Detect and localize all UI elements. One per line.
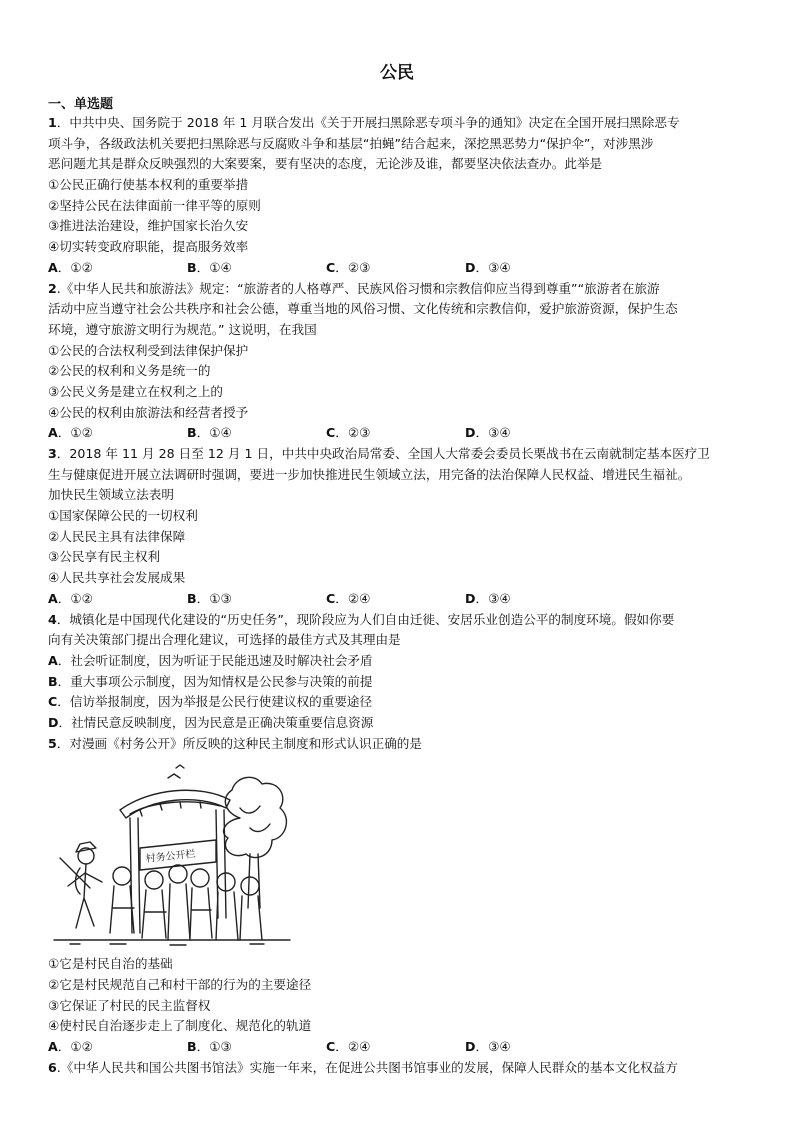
statement: ③公民义务是建立在权利之上的 bbox=[48, 383, 224, 399]
question-stem-line: 加快民生领域立法表明 bbox=[48, 487, 174, 503]
answer-choice-d[interactable]: D．社情民意反映制度，因为民意是正确决策重要信息资源 bbox=[48, 714, 374, 730]
answer-option-c[interactable]: C．②④ bbox=[326, 1039, 371, 1055]
question-6 bbox=[48, 1058, 748, 1079]
answer-option-a[interactable]: A．①② bbox=[48, 425, 93, 441]
answer-option-a[interactable]: A．①② bbox=[48, 259, 93, 275]
question-number: 1 bbox=[48, 115, 57, 130]
statement: ③公民享有民主权利 bbox=[48, 549, 161, 565]
answer-options bbox=[48, 423, 748, 444]
question-stem-line: 1．中共中央、国务院于 2018 年 1 月联合发出《关于开展扫黑除恶专项斗争的通知》决定在全国开展扫黑除恶专 bbox=[48, 115, 680, 130]
answer-option-b[interactable]: B．①④ bbox=[187, 259, 232, 275]
answer-options bbox=[48, 589, 748, 610]
page-title: 公民 bbox=[380, 63, 414, 83]
question-number: 6 bbox=[48, 1059, 57, 1075]
cartoon-sign-text: 村务公开栏 bbox=[145, 849, 197, 866]
answer-option-c[interactable]: C．②④ bbox=[326, 590, 371, 606]
statement: ①国家保障公民的一切权利 bbox=[48, 508, 198, 524]
statement: ③它保证了村民的民主监督权 bbox=[48, 997, 211, 1013]
question-1 bbox=[48, 113, 748, 279]
question-stem-line: 生与健康促进开展立法调研时强调，要进一步加快推进民生领域立法，用完备的法治保障人民权益、增进民生福祉。 bbox=[48, 466, 691, 482]
question-number: 5 bbox=[48, 735, 57, 751]
statement: ②它是村民规范自己和村干部的行为的主要途径 bbox=[48, 977, 312, 992]
cartoon-illustration bbox=[50, 758, 300, 950]
statement: ③推进法治建设，维护国家长治久安 bbox=[48, 218, 249, 234]
answer-option-d[interactable]: D．③④ bbox=[465, 1039, 511, 1055]
question-stem-line: 2.《中华人民共和旅游法》规定：“旅游者的人格尊严、民族风俗习惯和宗教信仰应当得到尊重”“旅游者在旅游 bbox=[48, 280, 660, 296]
question-stem-line: 3．2018 年 11 月 28 日至 12 月 1 日，中共中央政治局常委、全国人大常委会委员长栗战书在云南就制定基本医疗卫 bbox=[48, 446, 710, 461]
answer-option-b[interactable]: B．①③ bbox=[187, 590, 232, 606]
statement: ②人民民主具有法律保障 bbox=[48, 528, 186, 544]
question-stem-line: 向有关决策部门提出合理化建议，可选择的最佳方式及其理由是 bbox=[48, 632, 401, 648]
question-list bbox=[48, 113, 748, 1078]
question-stem-line: 恶问题尤其是群众反映强烈的大案要案，要有坚决的态度，无论涉及谁，都要坚决依法查办。此举是 bbox=[48, 156, 603, 172]
question-stem-line: 项斗争，各级政法机关要把扫黑除恶与反腐败斗争和基层“拍蝇”结合起来，深挖黑恶势力“保护伞”，对涉黑涉 bbox=[48, 135, 654, 151]
answer-choice-c[interactable]: C．信访举报制度，因为举报是公民行使建议权的重要途径 bbox=[48, 694, 373, 710]
statement: ④切实转变政府职能，提高服务效率 bbox=[48, 239, 249, 255]
question-stem-line: 6.《中华人民共和国公共图书馆法》实施一年来，在促进公共图书馆事业的发展，保障人民群众的基本文化权益方 bbox=[48, 1059, 678, 1075]
question-stem-line: 4．城镇化是中国现代化建设的“历史任务”，现阶段应为人们自由迁徙、安居乐业创造公平的制度环境。假如你要 bbox=[48, 611, 675, 627]
question-2 bbox=[48, 279, 748, 445]
answer-option-d[interactable]: D．③④ bbox=[465, 590, 511, 606]
statement: ②公民的权利和义务是统一的 bbox=[48, 363, 211, 379]
statement: ①它是村民自治的基础 bbox=[48, 956, 173, 972]
answer-option-d[interactable]: D．③④ bbox=[465, 425, 511, 441]
statement: ④使村民自治逐步走上了制度化、规范化的轨道 bbox=[48, 1018, 312, 1034]
answer-options bbox=[48, 1037, 748, 1058]
answer-option-c[interactable]: C．②③ bbox=[326, 425, 371, 441]
question-number: 2 bbox=[48, 280, 57, 296]
cartoon-village-affairs bbox=[48, 754, 748, 954]
question-stem-line: 5．对漫画《村务公开》所反映的这种民主制度和形式认识正确的是 bbox=[48, 735, 422, 751]
question-3 bbox=[48, 444, 748, 610]
statement: ④人民共享社会发展成果 bbox=[48, 570, 186, 586]
section-heading: 一、单选题 bbox=[48, 97, 114, 112]
question-number: 3 bbox=[48, 446, 57, 461]
statement: ①公民正确行使基本权利的重要举措 bbox=[48, 177, 249, 193]
answer-option-b[interactable]: B．①④ bbox=[187, 425, 232, 441]
question-4 bbox=[48, 610, 748, 734]
answer-option-c[interactable]: C．②③ bbox=[326, 259, 371, 275]
answer-choice-a[interactable]: A．社会听证制度，因为听证于民能迅速及时解决社会矛盾 bbox=[48, 652, 373, 668]
question-stem-line: 环境，遵守旅游文明行为规范。” 这说明，在我国 bbox=[48, 321, 317, 337]
question-stem-line: 活动中应当遵守社会公共秩序和社会公德，尊重当地的风俗习惯、文化传统和宗教信仰，爱护旅游资源，保护生态 bbox=[48, 301, 678, 317]
answer-choice-b[interactable]: B．重大事项公示制度，因为知情权是公民参与决策的前提 bbox=[48, 673, 373, 689]
question-5 bbox=[48, 734, 748, 1058]
answer-option-a[interactable]: A．①② bbox=[48, 590, 93, 606]
answer-option-a[interactable]: A．①② bbox=[48, 1039, 93, 1055]
answer-options bbox=[48, 258, 748, 279]
answer-option-d[interactable]: D．③④ bbox=[465, 259, 511, 275]
statement: ④公民的权利由旅游法和经营者授予 bbox=[48, 404, 249, 420]
question-number: 4 bbox=[48, 611, 57, 627]
statement: ①公民的合法权利受到法律保护保护 bbox=[48, 342, 249, 358]
answer-option-b[interactable]: B．①③ bbox=[187, 1039, 232, 1055]
statement: ②坚持公民在法律面前一律平等的原则 bbox=[48, 197, 261, 213]
